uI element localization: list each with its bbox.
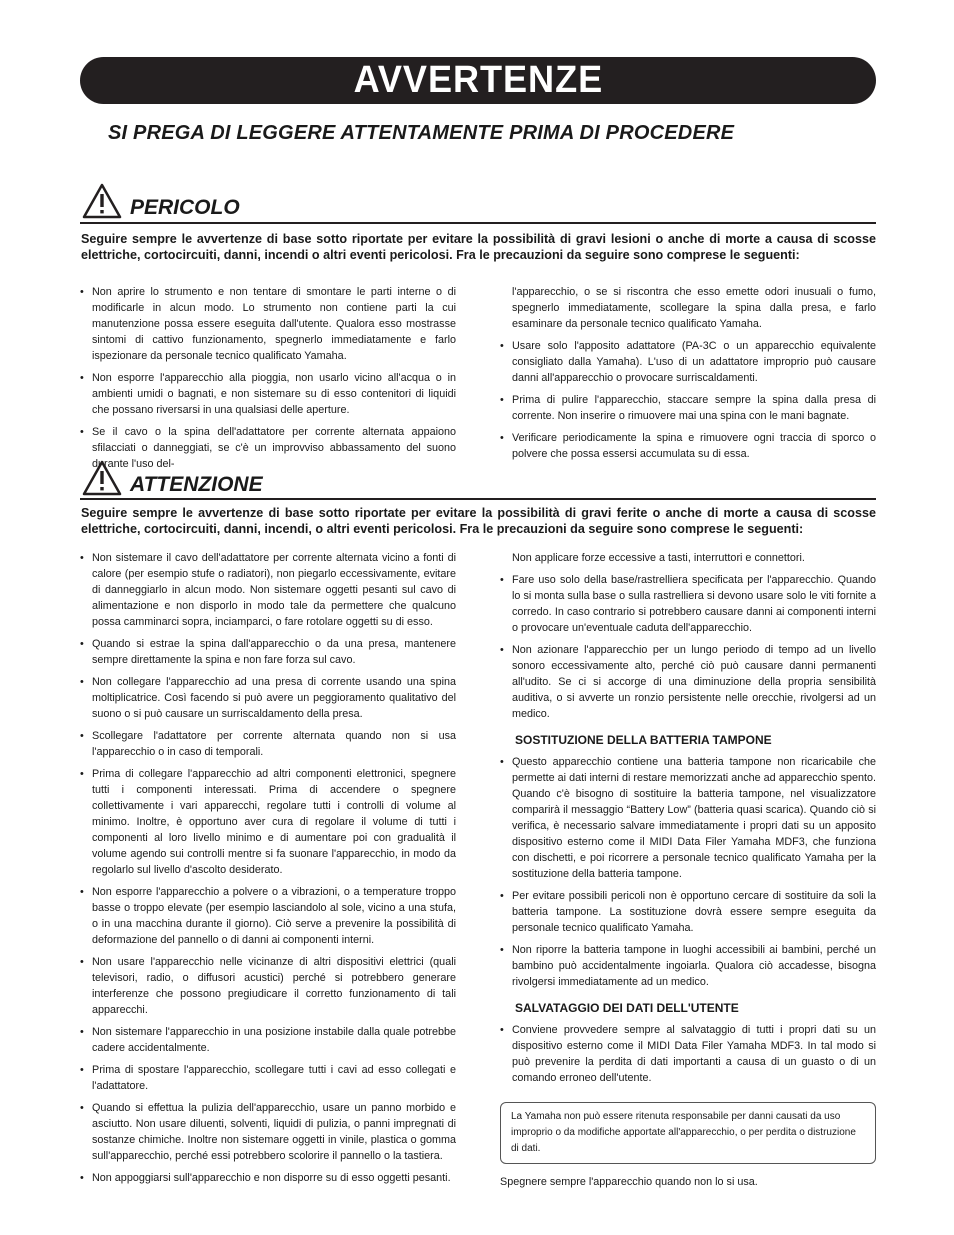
attenzione-right-list — [500, 572, 876, 722]
list-item: • Non azionare l'apparecchio per un lungo periodo di tempo ad un livello sonoro eccessivamente alto, perché ciò può causare danni permanenti all'udito. Se ci si accorge di una diminuzione della propria sensibilità auditiva, o si avverte un ronzio persistente nelle orecchie, rivolgersi ad un medico. — [500, 642, 876, 722]
list-item: • Non usare l'apparecchio nelle vicinanze di altri dispositivi elettrici (quali televisori, radio, o diffusori acustici) perché si potrebbero generare interferenze che possono pregiudicare il corretto funzionamento di tali apparecchi. — [80, 954, 456, 1018]
section-divider — [80, 222, 876, 224]
list-item: • Conviene provvedere sempre al salvataggio di tutti i propri dati su un dispositivo esterno come il MIDI Data Filer Yamaha MDF3. In tal modo si può prevenire la perdita di dati importanti a causa di un guasto o di un comando erroneo dell'utente. — [500, 1022, 876, 1086]
list-item: • Non appoggiarsi sull'apparecchio e non disporre su di esso oggetti pesanti. — [80, 1170, 456, 1186]
list-item: • Usare solo l'apposito adattatore (PA-3C o un apparecchio equivalente consigliato dalla Yamaha). L'uso di un adattatore improprio può causare danni all'apparecchio o provocare surriscaldamenti. — [500, 338, 876, 386]
pericolo-label: PERICOLO — [130, 196, 240, 219]
page-title: AVVERTENZE — [353, 59, 603, 101]
list-item: • Prima di collegare l'apparecchio ad altri componenti elettronici, spegnere tutti i componenti interessati. Prima di accendere o spegnere collettivamente i vari apparecchi, regolare tutti i controlli di volume al minimo. Inoltre, è opportuno aver cura di regolare il volume di tutti i componenti al loro livello minimo e di aumentare poi con gradualità il volume agendo sui controlli mentre si fa suonare l'apparecchio, in modo da regolarlo sul livello d'ascolto desiderato. — [80, 766, 456, 878]
list-item: • Non collegare l'apparecchio ad una presa di corrente usando una spina moltiplicatrice. Così facendo si può avere un peggioramento qualitativo del suono o si può causare un surriscaldamento della presa. — [80, 674, 456, 722]
list-item: • Prima di spostare l'apparecchio, scollegare tutti i cavi ad esso collegati e l'adattatore. — [80, 1062, 456, 1094]
attenzione-left-list — [80, 550, 456, 1186]
list-item: • Se il cavo o la spina dell'adattatore per corrente alternata appaiono sfilacciati o danneggiati, se c'è un improvviso abbassamento del suono durante l'uso del- — [80, 424, 456, 472]
attenzione-right-continuation: Non applicare forze eccessive a tasti, interruttori e connettori. — [512, 552, 805, 564]
list-item: • Non aprire lo strumento e non tentare di smontare le parti interne o di modificarle in alcun modo. Lo strumento non contiene parti la cui manutenzione possa essere eseguita dall'utente. Qualora esso mostrasse sintomi di cattivo funzionamento, spegnerlo immediatamente e farlo ispezionare da personale tecnico qualificato Yamaha. — [80, 284, 456, 364]
saving-list — [500, 1022, 876, 1086]
disclaimer-text: La Yamaha non può essere ritenuta responsabile per danni causati da uso improprio o da modifiche apportate all'apparecchio, o per perdita o distruzione di dati. — [511, 1111, 856, 1154]
pericolo-right-list — [500, 338, 876, 462]
list-item: • Non esporre l'apparecchio a polvere o a vibrazioni, o a temperature troppo basse o troppo elevate (per esempio lasciandolo al sole, vicino a una stufa, o in una macchina durante il giorno). Ciò serve a prevenire la possibilità di deformazione del pannello o di danni ai componenti interni. — [80, 884, 456, 948]
title-banner — [80, 57, 876, 104]
pericolo-left-list — [80, 284, 456, 472]
list-item: • Non riporre la batteria tampone in luoghi accessibili ai bambini, perché un bambino può accidentalmente ingoiarla. Qualora ciò accadesse, bisogna rivolgersi immediatamente ad un medico. — [500, 942, 876, 990]
disclaimer-box — [500, 1102, 876, 1164]
list-item: • Quando si estrae la spina dall'apparecchio o da una presa, mantenere sempre direttamente la spina e non fare forza sul cavo. — [80, 636, 456, 668]
section-divider — [80, 498, 876, 500]
pericolo-heading — [82, 183, 240, 219]
battery-heading: SOSTITUZIONE DELLA BATTERIA TAMPONE — [515, 733, 772, 747]
pericolo-intro: Seguire sempre le avvertenze di base sotto riportate per evitare la possibilità di gravi lesioni o anche di morte a causa di scosse elettriche, cortocircuiti, danni, incendi o altri eventi pericolosi. Fra le precauzioni da seguire sono comprese le seguenti: — [81, 232, 876, 262]
pericolo-right-continuation: l'apparecchio, o se si riscontra che esso emette odori inusuali o fumo, spegnerlo immediatamente, scollegare la spina dalla presa, e farlo esaminare da personale tecnico qualificato Yamaha. — [512, 286, 876, 330]
list-item: • Per evitare possibili pericoli non è opportuno cercare di sostituire da soli la batteria tampone. La sostituzione dovrà essere sempre eseguita da personale tecnico qualificato Yamaha. — [500, 888, 876, 936]
list-item: • Verificare periodicamente la spina e rimuovere ogni traccia di sporco o polvere che possa essersi accumulata su di essa. — [500, 430, 876, 462]
warning-triangle-icon — [82, 183, 122, 219]
list-item: • Scollegare l'adattatore per corrente alternata quando non si usa l'apparecchio o in caso di temporali. — [80, 728, 456, 760]
list-item: • Quando si effettua la pulizia dell'apparecchio, usare un panno morbido e asciutto. Non usare diluenti, solventi, liquidi di pulizia, o panni impregnati di sostanze chimiche. Inoltre non sistemare oggetti in vinile, plastica o gomma sull'apparecchio, perché essi potrebbero scolorire il pannello o la tastiera. — [80, 1100, 456, 1164]
page-subtitle: SI PREGA DI LEGGERE ATTENTAMENTE PRIMA DI PROCEDERE — [108, 122, 735, 144]
attenzione-intro: Seguire sempre le avvertenze di base sotto riportate per evitare la possibilità di gravi ferite o anche di morte a causa di scosse elettriche, cortocircuiti, danni, incendi, o altri eventi pericolosi. Fra le precauzioni da seguire sono comprese le seguenti: — [81, 506, 876, 536]
list-item: • Non esporre l'apparecchio alla pioggia, non usarlo vicino all'acqua o in ambienti umidi o bagnati, e non sistemare su di esso contenitori di liquidi che possano riversarsi in una qualsiasi delle aperture. — [80, 370, 456, 418]
list-item: • Fare uso solo della base/rastrelliera specificata per l'apparecchio. Quando lo si monta sulla base o sulla rastrelliera si devono usare solo le viti fornite a corredo. In caso contrario si potrebbero causare danni ai componenti interni o provocare un'eventuale caduta dell'apparecchio. — [500, 572, 876, 636]
final-note: Spegnere sempre l'apparecchio quando non lo si usa. — [500, 1176, 758, 1188]
list-item: • Non sistemare il cavo dell'adattatore per corrente alternata vicino a fonti di calore (per esempio stufe o radiatori), non piegarlo eccessivamente, evitare di danneggiarlo in alcun modo. Non sistemare oggetti pesanti sul cavo di alimentazione e non disporlo in modo tale da permettere che qualcuno possa camminarci sopra, inciamparci, o fare rotolare oggetti su di esso. — [80, 550, 456, 630]
warning-triangle-icon — [82, 460, 122, 496]
list-item: • Prima di pulire l'apparecchio, staccare sempre la spina dalla presa di corrente. Non inserire o rimuovere mai una spina con le mani bagnate. — [500, 392, 876, 424]
saving-heading: SALVATAGGIO DEI DATI DELL'UTENTE — [515, 1001, 739, 1015]
list-item: • Questo apparecchio contiene una batteria tampone non ricaricabile che permette ai dati interni di restare memorizzati anche ad apparecchio spento. Quando c'è bisogno di sostituire la batteria tampone, nel visualizzatore comparirà il messaggio “Battery Low” (batteria quasi scarica). Quando ciò si verifica, è necessario salvare immediatamente i propri dati su un apposito dispositivo esterno come il MIDI Data Filer Yamaha MDF3, che funziona con dischetti, e poi ricorrere a personale tecnico qualificato Yamaha per la sostituzione della batteria tampone. — [500, 754, 876, 882]
list-item: • Non sistemare l'apparecchio in una posizione instabile dalla quale potrebbe cadere accidentalmente. — [80, 1024, 456, 1056]
pericolo-right-column — [500, 284, 876, 468]
attenzione-heading — [82, 460, 263, 496]
attenzione-left-column — [80, 550, 456, 1192]
battery-list — [500, 754, 876, 990]
attenzione-right-column — [500, 550, 876, 1190]
attenzione-label: ATTENZIONE — [130, 473, 263, 496]
pericolo-left-column — [80, 284, 456, 478]
